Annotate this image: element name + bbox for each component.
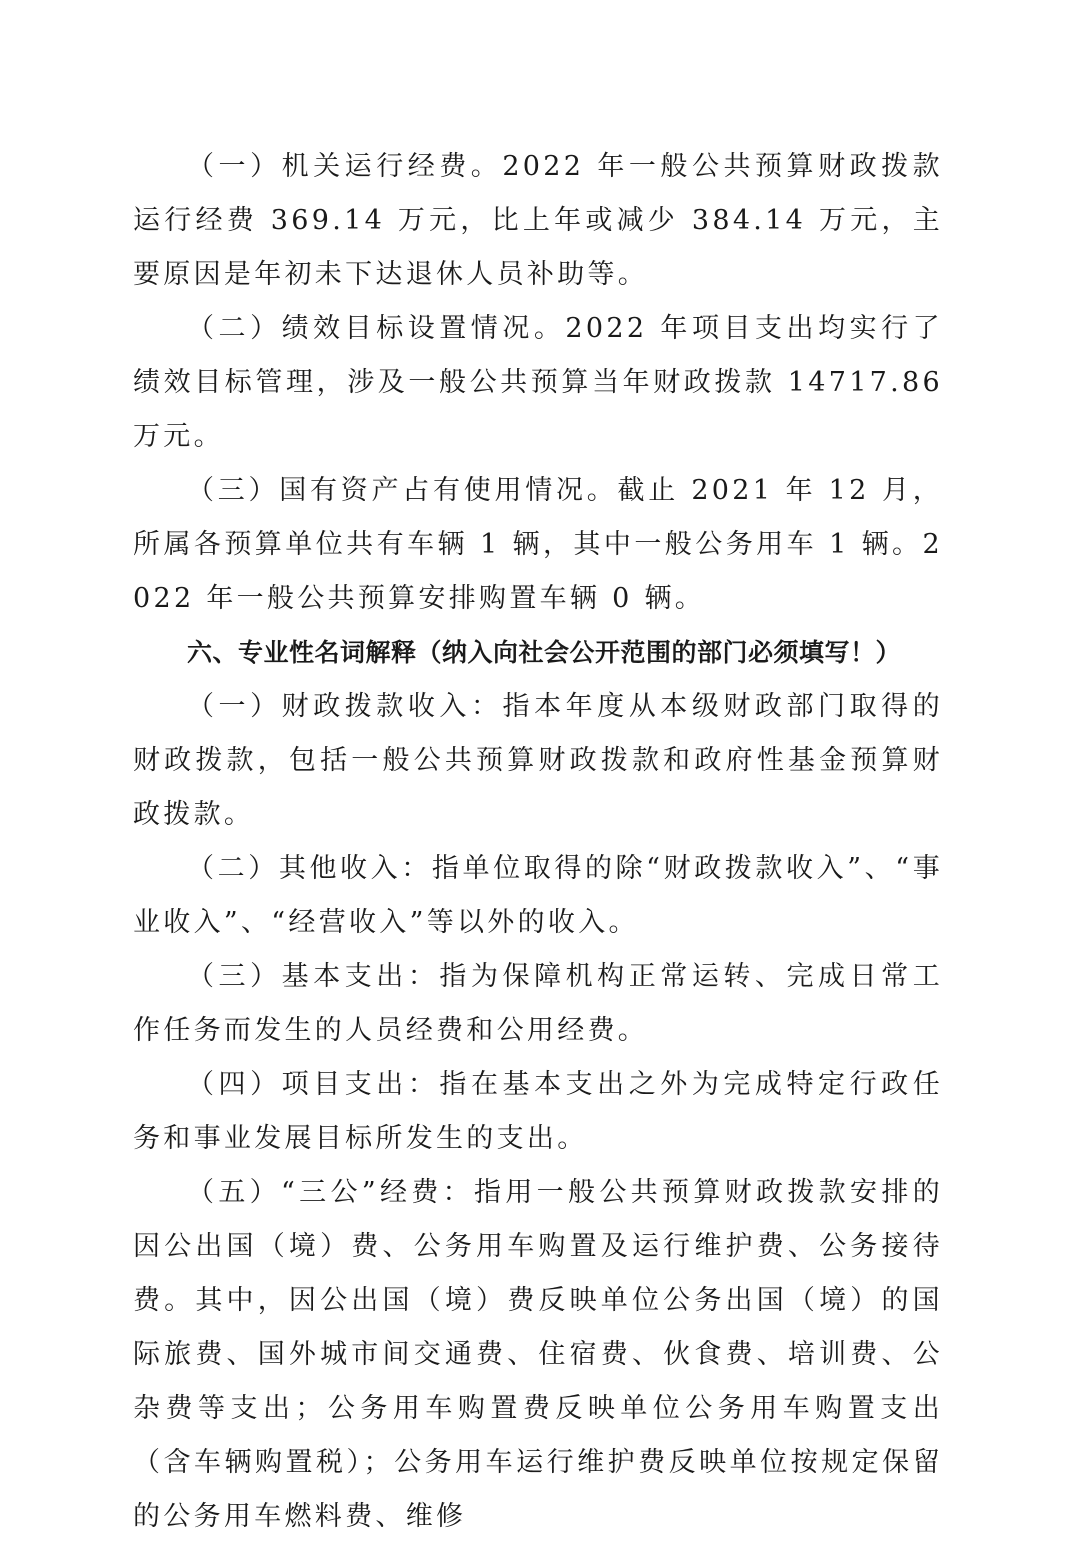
paragraph-performance-targets: （二）绩效目标设置情况。2022 年项目支出均实行了绩效目标管理，涉及一般公共预算当年财政拨款 14717.86 万元。 <box>133 313 943 452</box>
paragraph-admin-operating-cost: （一）机关运行经费。2022 年一般公共预算财政拨款运行经费 369.14 万元，比上年或减少 384.14 万元，主要原因是年初未下达退休人员补助等。 <box>133 151 943 290</box>
paragraph-term-project-expenditure: （四）项目支出：指在基本支出之外为完成特定行政任务和事业发展目标所发生的支出。 <box>133 1069 943 1154</box>
paragraph-term-basic-expenditure: （三）基本支出：指为保障机构正常运转、完成日常工作任务而发生的人员经费和公用经费。 <box>133 961 943 1046</box>
paragraph-term-other-income: （二）其他收入：指单位取得的除“财政拨款收入”、“事业收入”、“经营收入”等以外的收入。 <box>133 853 943 938</box>
paragraph-term-three-public-expenses: （五）“三公”经费：指用一般公共预算财政拨款安排的因公出国（境）费、公务用车购置及运行维护费、公务接待费。其中，因公出国（境）费反映单位公务出国（境）的国际旅费、国外城市间交通费、住宿费、伙食费、培训费、公杂费等支出；公务用车购置费反映单位公务用车购置支出（含车辆购置税）；公务用车运行维护费反映单位按规定保留的公务用车燃料费、维修 <box>133 1177 943 1532</box>
paragraph-term-fiscal-income: （一）财政拨款收入：指本年度从本级财政部门取得的财政拨款，包括一般公共预算财政拨款和政府性基金预算财政拨款。 <box>133 691 943 830</box>
paragraph-state-assets: （三）国有资产占有使用情况。截止 2021 年 12 月，所属各预算单位共有车辆 1 辆，其中一般公务用车 1 辆。2022 年一般公共预算安排购置车辆 0 辆。 <box>133 475 943 614</box>
section-heading-terms: 六、专业性名词解释（纳入向社会公开范围的部门必须填写！） <box>187 638 902 667</box>
document-body <box>133 140 943 1544</box>
